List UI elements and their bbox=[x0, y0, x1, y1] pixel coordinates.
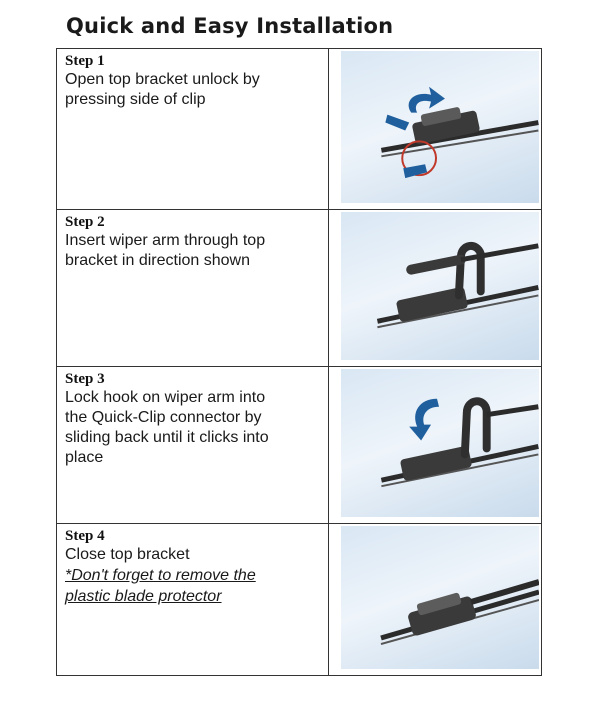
wiper-arm-insert-illustration bbox=[341, 212, 539, 360]
wiper-clip-open-illustration bbox=[341, 51, 539, 203]
step-row bbox=[57, 49, 541, 210]
step-instruction-line: the Quick-Clip connector by bbox=[65, 409, 262, 426]
step-label: Step 4 bbox=[65, 528, 105, 544]
hook-lock-illustration bbox=[341, 369, 539, 517]
step-instruction-line: Lock hook on wiper arm into bbox=[65, 389, 266, 406]
step-instruction-line: place bbox=[65, 449, 104, 466]
step-instruction-line: Insert wiper arm through top bbox=[65, 232, 266, 249]
step-row bbox=[57, 367, 541, 524]
step-text-cell bbox=[57, 210, 329, 366]
step-instruction-line: Close top bracket bbox=[65, 546, 190, 563]
step-label: Step 1 bbox=[65, 53, 105, 69]
step-instruction-line: bracket in direction shown bbox=[65, 252, 250, 269]
step-label: Step 2 bbox=[65, 214, 105, 230]
step-text-cell bbox=[57, 524, 329, 675]
step-illustration bbox=[341, 526, 539, 669]
step-instruction-line: pressing side of clip bbox=[65, 91, 206, 108]
step-text-cell bbox=[57, 367, 329, 523]
bracket-closed-illustration bbox=[341, 526, 539, 669]
step-row bbox=[57, 524, 541, 675]
page-title: Quick and Easy Installation bbox=[66, 14, 394, 38]
step-row bbox=[57, 210, 541, 367]
step-illustration bbox=[341, 51, 539, 203]
step-illustration bbox=[341, 369, 539, 517]
step-text-cell bbox=[57, 49, 329, 209]
step-instruction-line: Open top bracket unlock by bbox=[65, 71, 260, 88]
installation-steps-table bbox=[56, 48, 542, 676]
step-note-line: plastic blade protector bbox=[65, 588, 222, 605]
step-instruction-line: sliding back until it clicks into bbox=[65, 429, 269, 446]
step-label: Step 3 bbox=[65, 371, 105, 387]
step-illustration bbox=[341, 212, 539, 360]
step-note-line: *Don't forget to remove the bbox=[65, 567, 256, 584]
